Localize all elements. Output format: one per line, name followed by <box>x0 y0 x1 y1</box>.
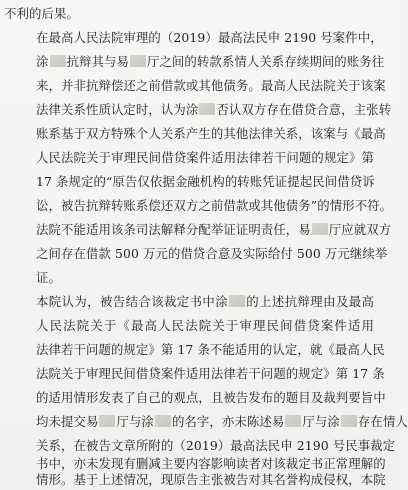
text-line: 的适用情形发表了自己的观点，且被告发布的题目及裁判要旨中 <box>36 390 386 405</box>
text-line: 17 条规定的“原告仅依据金融机构的转账凭证提起民间借贷诉 <box>36 174 375 189</box>
text-line: 法律若干问题的规定》第 17 条不能适用的认定，就《最高人民 <box>36 342 385 357</box>
redaction-mark <box>285 415 301 427</box>
text-line: 法院关于审理民间借贷案件适用法律若干问题的规定》第 17 条 <box>36 366 385 381</box>
text-line: 关系，在被告文章所附的（2019）最高法民申 2190 号民事裁定 <box>36 438 396 453</box>
text-line: 证。 <box>36 270 61 285</box>
text-line: 讼，被告抗辩转账系偿还双方之前借款或其他债务”的情形不符。 <box>36 198 393 213</box>
redaction-mark <box>229 295 245 307</box>
text-line: 来，并非抗辩偿还之前借款或其他债务。最高人民法院关于该案 <box>36 78 386 93</box>
redaction-mark <box>155 415 171 427</box>
redaction-mark <box>50 55 66 67</box>
text-line: 账系基于双方特殊个人关系产生的其他法律关系，该案与《最高 <box>36 126 386 141</box>
text-line: 涂 抗辩其与易 厅之间的转款系情人关系存续期间的账务往 <box>36 54 385 69</box>
text-line: 本院认为，被告结合该裁定书中涂 的上述抗辩理由及最高 <box>36 294 374 309</box>
redaction-mark <box>312 223 328 235</box>
text-line: 之间存在借款 500 万元的借贷合意及实际给付 500 万元继续举 <box>36 246 388 261</box>
text-line: 情形。基于上述情况，现原告主张被告对其名誉构成侵权，本院 <box>36 472 386 487</box>
redaction-mark <box>130 55 146 67</box>
text-line: 均未提交易 厅与涂 的名字，亦未陈述易 厅与涂 存在情人 <box>36 414 408 429</box>
text-line: 法院不能适用该条司法解释分配举证证明责任，易 厅应就双方 <box>36 222 392 237</box>
text-line: 法律关系性质认定时，认为涂 否认双方存在借贷合意，主张转 <box>36 102 392 117</box>
text-line: 人民法院关于审理民间借贷案件适用法律若干问题的规定》第 <box>36 150 374 165</box>
redaction-mark <box>341 415 357 427</box>
text-line: 在最高人民法院审理的（2019）最高法民申 2190 号案件中， <box>36 30 383 45</box>
text-line: 人民法院关于《最高人民法院关于审理民间借贷案件适用 <box>36 318 374 333</box>
text-line: 不利的后果。 <box>4 6 79 21</box>
redaction-mark <box>199 103 215 115</box>
redaction-mark <box>99 415 115 427</box>
text-line: 书中，亦未发现有删减主要内容影响读者对该裁定书正常理解的 <box>36 456 386 471</box>
